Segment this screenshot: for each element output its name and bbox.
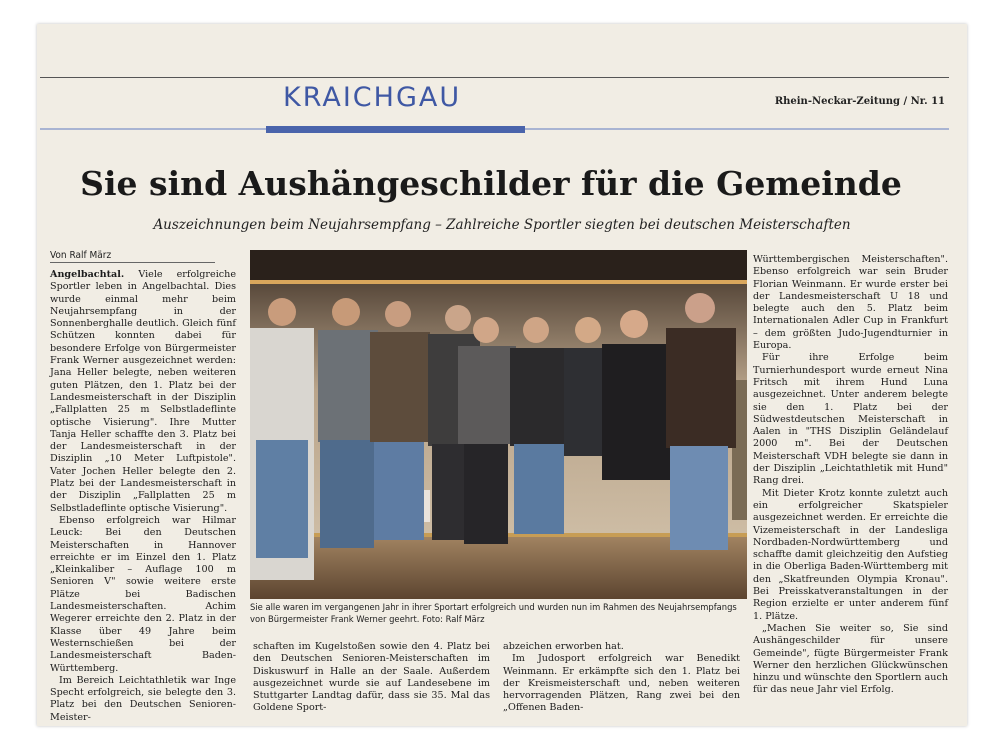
column1-paragraph-3: Im Bereich Leichtathletik war Inge Specht erfolgreich, sie belegte den 3. Platz bei den Deutschen Senioren-Meister-	[50, 674, 236, 723]
article-column-1	[50, 269, 236, 724]
article-column-2	[253, 641, 490, 715]
column4-paragraph-2: Für ihre Erfolge beim Turnierhundesport wurde erneut Nina Fritsch mit ihrem Hund Luna ausgezeichnet. Unter anderem belegte sie den 1. Platz bei der Südwestdeutschen Meisterschaft in Aalen in "THS Disziplin Geländelauf 2000 m". Bei der Deutschen Meisterschaft VDH belegte sie dann in der Disziplin „Leichtathletik mit Hund" Rang drei.	[753, 352, 948, 487]
byline-rule	[50, 262, 215, 263]
column1-paragraph-2: Ebenso erfolgreich war Hilmar Leuck: Bei den Deutschen Meisterschaften in Hannover erreichte er im Einzel den 1. Platz „Kleinkaliber – Auflage 100 m Senioren V" sowie weitere erste Plätze bei Badischen Landesmeisterschaften. Achim Wegerer erreichte den 2. Platz in der Klasse über 49 Jahre beim Westernschießen bei der Landesmeisterschaft Baden-Württemberg.	[50, 514, 236, 674]
group-photo-image	[250, 250, 747, 599]
top-rule	[40, 77, 949, 78]
column3-paragraph-2: Im Judosport erfolgreich war Benedikt Weinmann. Er erkämpfte sich den 1. Platz bei der Kreismeisterschaft und, neben weiteren hervorragenden Plätzen, Rang zwei bei den „Offenen Baden-	[503, 653, 740, 714]
photo-caption: Sie alle waren im vergangenen Jahr in ihrer Sportart erfolgreich und wurden nun im Rahmen des Neujahrsempfangs von Bürgermeister Frank Werner geehrt. Foto: Ralf März	[250, 602, 737, 624]
column4-paragraph-4: „Machen Sie weiter so, Sie sind Aushängeschilder für unsere Gemeinde", fügte Bürgermeister Frank Werner den herzlichen Glückwünschen hinzu und wünschte den Sportlern auch für das neue Jahr viel Erfolg.	[753, 622, 948, 696]
section-title: KRAICHGAU	[283, 82, 462, 113]
paper-reference: Rhein-Neckar-Zeitung / Nr. 11	[774, 96, 945, 107]
byline: Von Ralf März	[50, 250, 112, 261]
column4-paragraph-3: Mit Dieter Krotz konnte zuletzt auch ein erfolgreicher Skatspieler ausgezeichnet werden. Er erreichte die Vizemeisterschaft in der Landesliga Nordbaden-Nordwürttemberg und schaffte damit gleichzeitig den Aufstieg in die Oberliga Baden-Württemberg mit den „Skatfreunden Olympia Kronau". Bei Preisskatveranstaltungen in der Region erzielte er unter anderem fünf 1. Plätze.	[753, 487, 948, 622]
group-photo	[250, 250, 747, 599]
dateline: Angelbachtal.	[50, 269, 125, 280]
column2-paragraph-1: schaften im Kugelstoßen sowie den 4. Platz bei den Deutschen Senioren-Meisterschaften im Diskuswurf in Halle an der Saale. Außerdem ausgezeichnet wurde sie auf Landesebene im Stuttgarter Landtag dafür, dass sie 35. Mal das Goldene Sport-	[253, 641, 490, 714]
headline: Sie sind Aushängeschilder für die Gemeinde	[80, 164, 902, 203]
article-column-4	[753, 254, 948, 697]
column1-paragraph-1: Viele erfolgreiche Sportler leben in Angelbachtal. Dies wurde einmal mehr beim Neujahrsempfang in der Sonnenberghalle deutlich. Gleich fünf Schützen konnten dabei für besondere Erfolge von Bürgermeister Frank Werner ausgezeichnet werden: Jana Heller belegte, neben weiteren guten Plätzen, den 1. Platz bei der Landesmeisterschaft in der Disziplin „Fallplatten 25 m Selbstladeflinte optische Visierung". Ihre Mutter Tanja Heller schaffte den 3. Platz bei der Landesmeisterschaft in der Disziplin „10 Meter Luftpistole". Vater Jochen Heller belegte den 2. Platz bei der Landesmeisterschaft in der Disziplin „Fallplatten 25 m Selbstladeflinte optische Visierung".	[50, 269, 236, 514]
column3-paragraph-1: abzeichen erworben hat.	[503, 641, 624, 652]
subheadline: Auszeichnungen beim Neujahrsempfang – Zahlreiche Sportler siegten bei deutschen Meisterschaften	[153, 217, 851, 233]
column4-paragraph-1: Württembergischen Meisterschaften". Ebenso erfolgreich war sein Bruder Florian Weinmann. Er wurde erster bei der Landesmeisterschaft U 18 und belegte auch den 5. Platz beim Internationalen Adler Cup in Frankfurt – dem größten Judo-Jugendturnier in Europa.	[753, 254, 948, 352]
article-column-3	[503, 641, 740, 715]
section-bar-accent	[266, 126, 525, 133]
newspaper-clipping	[37, 24, 967, 726]
